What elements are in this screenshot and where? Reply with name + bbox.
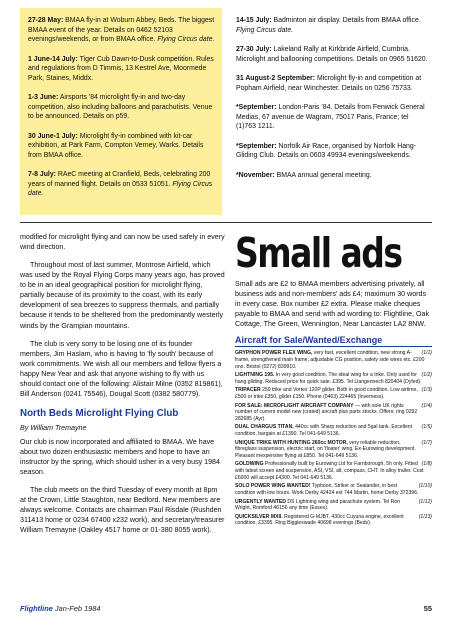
classified-ad (235, 424, 432, 437)
ad-body: 440cc with Sharp reduction and 5gal tank. Excellent condition, bargain at £1390. Tel 041-649 5136. (235, 424, 413, 438)
club-author: By William Tremayne (20, 423, 87, 432)
ad-body: 250 trike and Vortex 120P glider. Both in good condition. Low airtime, £500 or trike £350, glider £150. Phone (0463) 224465 (Inverness). (235, 387, 418, 400)
event-note: Flying Circus date. (236, 26, 294, 34)
ad-reference: (1/13) (418, 513, 432, 520)
event-entry (236, 171, 428, 181)
classified-ad (235, 350, 432, 370)
event-entry (28, 93, 216, 122)
ads-category-heading: Aircraft for Sale/Wanted/Exchange (235, 335, 432, 347)
classified-ad (235, 483, 432, 496)
ad-headline: DUAL CHARGUS TITAN, (235, 424, 294, 431)
event-date: *September: (236, 104, 277, 112)
article-paragraph: Throughout most of last summer, Montrose Airfield, which was used by the Royal Flying Corps many years ago, has proved to be in an ideal geographical position for microlight flying, partially because of its proximity to the coast, with its early development of sea breezes to suppress thermals, and partially because it tends to be sheltered from the predominantly westerly winds by the Grampian mountains. (20, 261, 225, 330)
event-date: 31 August-2 September: (236, 75, 316, 83)
event-entry (236, 103, 428, 132)
event-entry (236, 142, 428, 161)
classified-ad (235, 372, 432, 385)
event-entry (28, 132, 216, 161)
event-date: 1 June-14 July: (28, 55, 78, 63)
ad-body: — with sole UK rights number of current model new (crated) aircraft plus parts stocks. Offers: ring 0292 282685 (Ayr). (235, 402, 418, 422)
small-ads-intro: Small ads are £2 to BMAA members advertising privately, all business ads and non-members' ads £4; maximum 30 words in every case. Box number £2 extra. Please make cheques payable to BMAA and send with ad wording to: Flightline, Oak Cottage, The Green, Wennington, Near Lancaster LA2 8NW. (235, 280, 430, 329)
small-ads-title: Small ads (235, 228, 402, 277)
ad-headline: TRIPACER (235, 387, 261, 394)
ad-body: Registered G-MJBT. 430cc Cuyuna engine, excellent condition, £3395. Ring Biggleswade 40698 evenings (Beds). (235, 513, 404, 527)
ad-reference: (1/8) (421, 461, 432, 468)
ad-body: Typhoon, Striker or Sealander, in best condition with low hours. Work Derby 42424 ext 744 Martin, home Derby 372396. (235, 483, 419, 496)
ad-reference: (1/10) (418, 483, 432, 490)
event-date: *November: (236, 171, 275, 179)
ad-body: Professionally built by Eurowing Ltd for Farnborough, 5h only. Fitted with latest screen and suspension, ASI, VSI, alt, compass, CHT. In alloy trailer. Cost £6000 will accept £4300. Tel 041-649 5136. (235, 461, 424, 481)
event-description: Microlight fly-in combined with kit-car exhibition, at Park Farm, Compton Verney, Warks. Details from BMAA office. (28, 132, 204, 159)
club-news-article (20, 232, 225, 543)
event-description: BMAA fly-in at Woburn Abbey, Beds. The biggest BMAA event of the year. Details on 0462 52103 evenings/weekends, or from BMAA office. (28, 17, 215, 44)
event-entry (236, 16, 428, 35)
classified-ad (235, 461, 432, 481)
classified-ad (235, 440, 432, 460)
events-calendar-left (20, 8, 222, 215)
event-entry (28, 170, 216, 199)
ad-headline: SOLO POWER WING WANTED! (235, 483, 311, 490)
page-footer (20, 604, 432, 613)
event-date: 1-3 June: (28, 94, 59, 102)
ad-headline: FOR SALE: MICROFLIGHT AIRCRAFT COMPANY (235, 402, 354, 409)
event-description: Microlight fly-in and competition at Popham Airfield, near Winchester. Details on 0256 75733. (236, 75, 422, 92)
ad-body: In very good condition. The ideal wing for a trike. Only used for hang gliding. Reduced price for quick sale. £395. Tel Llangennech 820404 (Dyfed). (235, 372, 422, 385)
article-paragraph: Our club is now incorporated and affiliated to BMAA. We have about two dozen enthusiastic members and hope to have an instructor by the spring, which should usher in a very busy 1984 season. (20, 437, 220, 477)
ads-list (235, 350, 432, 527)
event-description: BMAA annual general meeting. (276, 171, 372, 179)
ad-reference: (1/4) (421, 402, 432, 409)
event-description: Tiger Cub Dawn-to-Dusk competition. Rules and regulations from D Timmis, 13 Kestrel Ave, Moormede Park, Staines, Middx. (28, 55, 214, 82)
event-date: *September: (236, 142, 277, 150)
ad-body: very fast, excellent condition, new strong A-frame, strengthened main frame, adjustable CG position, safety side wires etc. £200 ono. Bristol (0272) 839910. (235, 350, 425, 370)
event-description: RAeC meeting at Cranfield, Beds, celebrating 200 years of manned flight. Details on 0533 51051. (28, 171, 211, 188)
magazine-name: Flightline (20, 604, 53, 613)
event-description: Lakeland Rally at Kirkbride Airfield, Cumbria. Microlight and ballooning competitions. Details on 0965 51620. (236, 46, 428, 63)
ad-reference: (1/5) (421, 424, 432, 431)
small-ads-section (235, 228, 432, 529)
ad-reference: (1/7) (421, 439, 432, 446)
event-entry (236, 74, 428, 93)
event-description: London-Paris '84. Details from Fenwick General Medias, 67 avenue de Wagram, 75017 Paris, France; tel (1)763 1211. (236, 104, 425, 131)
classified-ad (235, 499, 432, 512)
event-entry (236, 45, 428, 64)
event-description: Airsports '84 microlight fly-in and two-day competition, also including balloons and parachutists. Venue to be announced. Details on p59. (28, 94, 213, 121)
page-number: 55 (423, 604, 432, 613)
article-paragraph: The club meets on the third Tuesday of every month at 8pm at the Crown, Little Staughton, near Bedford. New members are always welcome. Contacts are chairman Paul Risdale (Rushden 311413 home or 0234 67400 x232 work), and secretary/treasurer William Tremayne (Oakley 4517 home or 01-380 8055 work). (20, 486, 225, 535)
ad-headline: LIGHTNING 195. (235, 372, 275, 379)
ad-reference: (1/3) (421, 387, 432, 394)
ad-reference: (1/12) (418, 498, 432, 505)
event-date: 27-30 July: (236, 46, 272, 54)
event-date: 27-28 May: (28, 17, 64, 24)
events-calendar-right (232, 8, 432, 196)
event-note: Flying Circus date. (157, 36, 215, 44)
ad-body: DS Lightning wing and parachute system. Tel Ron Wright, Romford 46156 any time (Essex). (235, 498, 400, 512)
event-date: 7-8 July: (28, 171, 56, 179)
classified-ad (235, 514, 432, 527)
ad-reference: (1/1) (421, 350, 432, 357)
event-description: Norfolk Air Race, organised by Norfolk Hang-Gliding Club. Details on 0603 49934 evenings/weekends. (236, 142, 417, 160)
ad-headline: QUICKSILVER MXII. (235, 513, 283, 520)
classified-ad (235, 387, 432, 400)
ad-headline: GOLDWING (235, 461, 264, 468)
event-entry (28, 16, 216, 45)
event-note: Flying Circus date. (28, 180, 213, 198)
event-entry (28, 55, 216, 84)
article-paragraph: The club is very sorry to be losing one of its founder members, Jim Haslam, who is having to 'fly south' because of work commitments. We wish all our members and fellow flyers a happy New Year and ask that anyone wishing to fly with us should contact one of the following: Alistair Milne (0352 819861), Bill Anderson (0241 75546), Dougal Scott (0382 580779). (20, 339, 223, 398)
club-heading: North Beds Microlight Flying Club (20, 407, 179, 419)
ad-reference: (1/2) (421, 372, 432, 379)
ad-body: very reliable reduction, fibreglass suspension, electric start, on 'floater' wing. Ex-Eurowing development. Pleasant inexpensive flying at £850. Tel 041-649 5136. (235, 439, 416, 459)
classified-ad (235, 403, 432, 423)
article-paragraph: modified for microlight flying and can now be used safely in every wind direction. (20, 233, 225, 252)
section-divider (20, 222, 432, 223)
event-description: Badminton air display. Details from BMAA office. (273, 17, 421, 24)
event-date: 30 June-1 July: (28, 132, 78, 140)
issue-date: Jan-Feb 1984 (54, 604, 101, 613)
ad-headline: URGENTLY WANTED (235, 498, 286, 505)
event-date: 14-15 July: (236, 17, 272, 24)
ad-headline: UNIQUE TRIKE WITH HUNTING 260cc MOTOR, (235, 439, 348, 446)
ad-headline: GRYPHON POWER FLEX WING, (235, 350, 313, 357)
